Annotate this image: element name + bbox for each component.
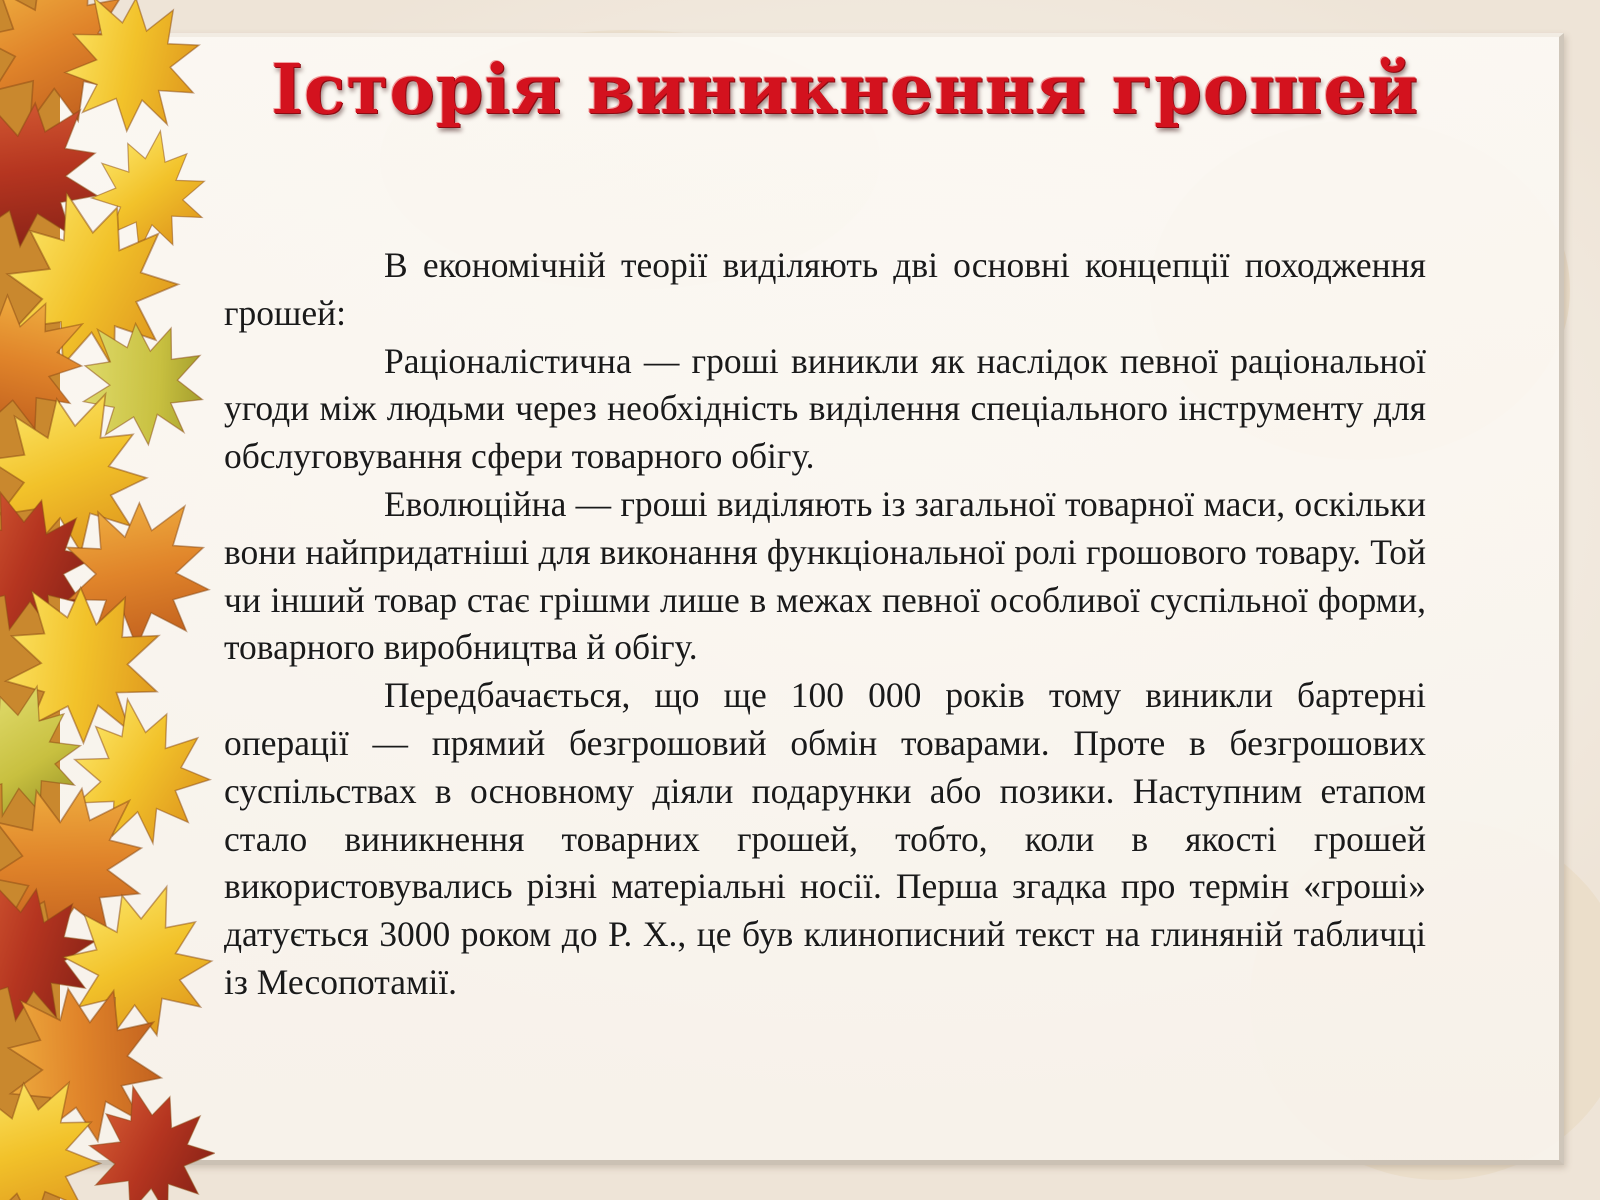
paragraph-barter-history: Передбачається, що ще 100 000 років тому виникли бартерні операції — прямий безгрошовий обмін товарами. Проте в безгрошових суспільствах в основному діяли подарунки або позики. Наступним етапом стало виникнення товарних грошей, тобто, коли в якості грошей використовувались різні матеріальні носії. Перша згадка про термін «гроші» датується 3000 роком до Р. Х., це був клинописний текст на глиняній табличці із Месопотамії. <box>224 675 1426 1002</box>
paragraph-intro: В економічній теорії виділяють дві основні концепції походження грошей: <box>224 245 1426 333</box>
autumn-leaves-border <box>0 0 215 1200</box>
paragraph-rationalistic: Раціоналістична — гроші виникли як наслідок певної раціональної угоди між людьми через необхідність виділення спеціального інструменту для обслуговування сфери товарного обігу. <box>224 340 1426 477</box>
slide-body-text <box>224 242 1426 1007</box>
paragraph-evolutionary: Еволюційна — гроші виділяють із загальної товарної маси, оскільки вони найпридатніші для виконання функціональної ролі грошового товару. Той чи інший товар стає грішми лише в межах певної особливої суспільної форми, товарного виробництва й обігу. <box>224 483 1426 668</box>
slide-title: Історія виникнення грошей <box>271 50 1419 130</box>
